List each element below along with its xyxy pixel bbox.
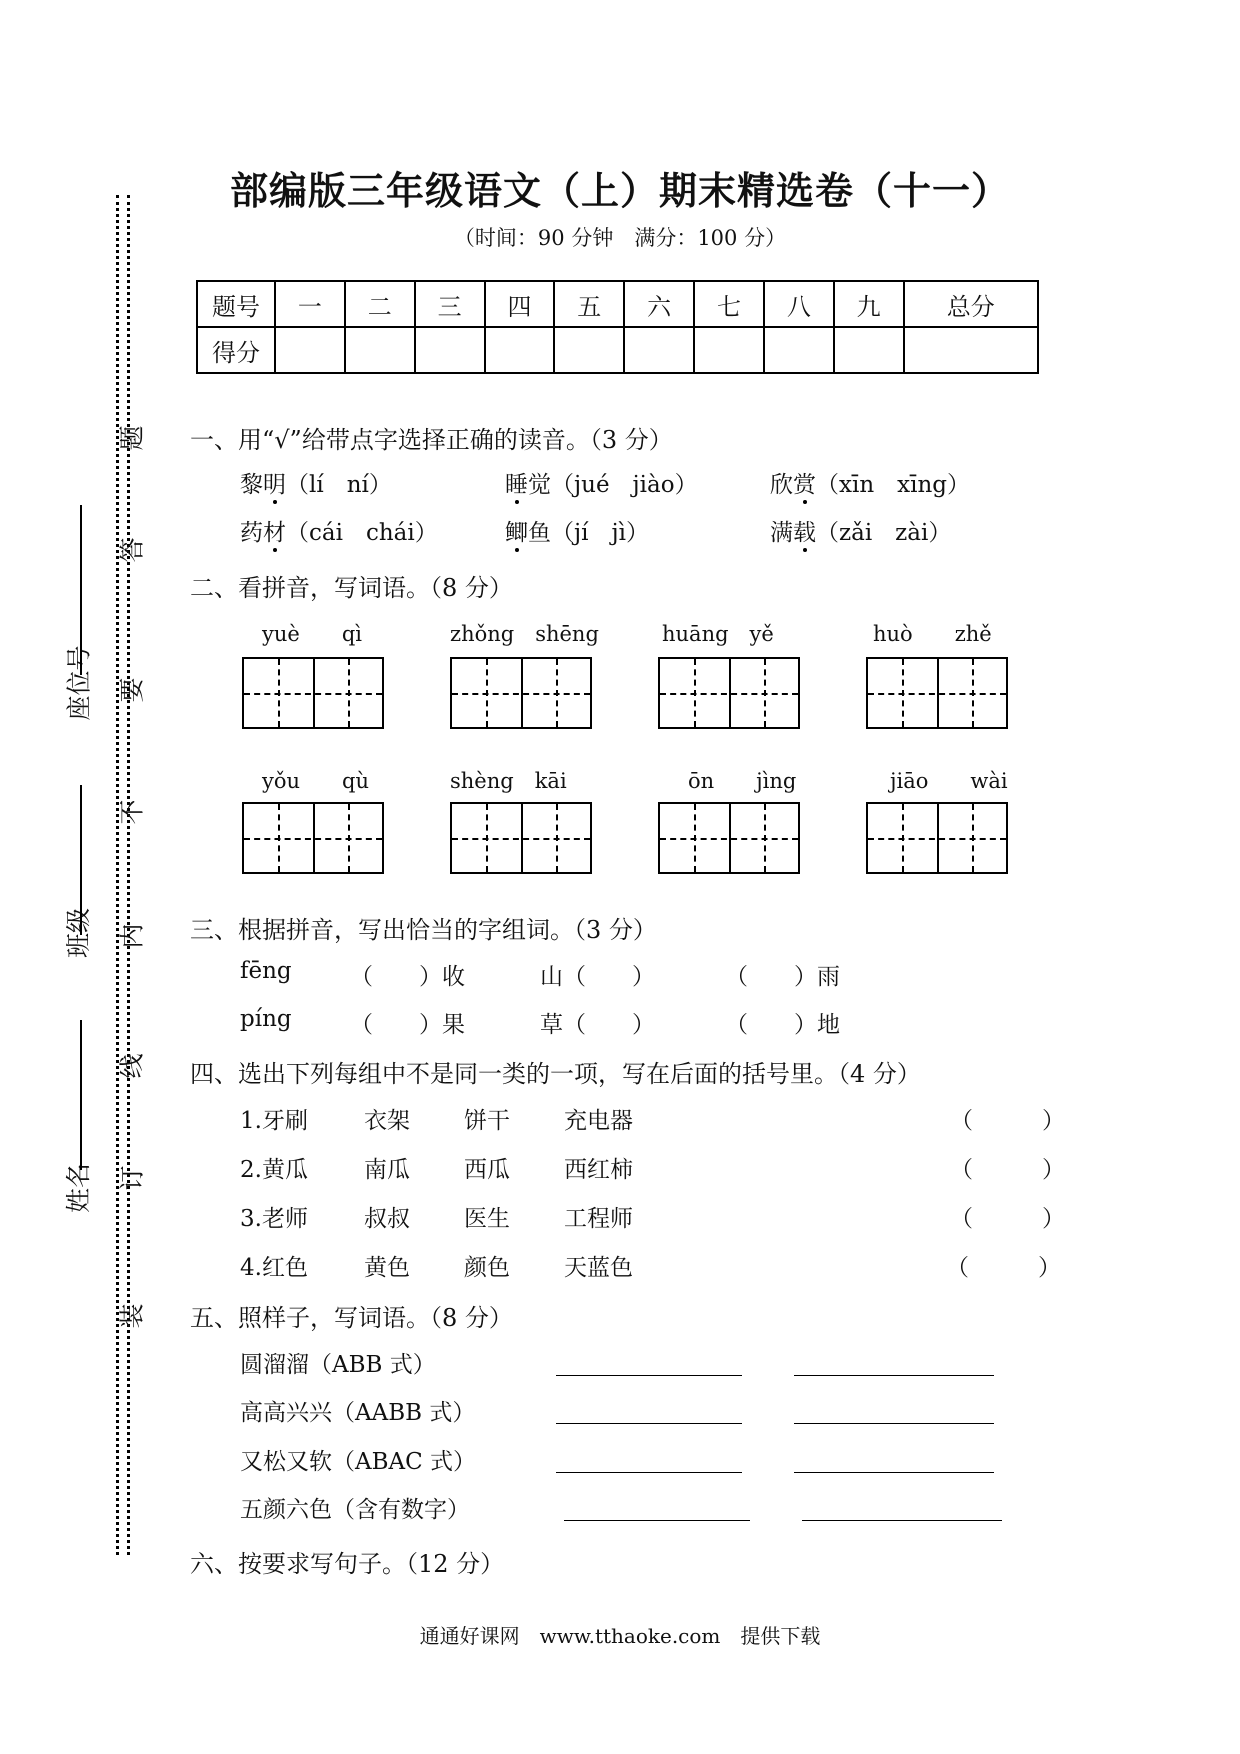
score-input-cell[interactable] <box>764 327 834 373</box>
footer-text: 通通好课网 www.tthaoke.com 提供下载 <box>419 1624 821 1648</box>
seal-char: 线 <box>117 1053 147 1079</box>
exam-title: 部编版三年级语文（上）期末精选卷（十一） <box>229 169 1010 213</box>
s3-blank: （ ）雨 <box>725 964 840 990</box>
s1-item: 黎明（lí ní） <box>240 472 392 498</box>
seal-char: 题 <box>117 425 147 451</box>
s3-pinyin: píng <box>240 1006 292 1032</box>
writing-grid[interactable] <box>866 802 1008 874</box>
table-cell: 题号 <box>197 281 275 327</box>
section-1-heading: 一、用“√”给带点字选择正确的读音。（3 分） <box>190 426 673 454</box>
s4-word: 西瓜 <box>464 1157 510 1183</box>
answer-blank[interactable] <box>802 1520 1002 1521</box>
score-input-cell[interactable] <box>834 327 904 373</box>
seal-char: 答 <box>117 537 147 563</box>
section-3-heading: 三、根据拼音，写出恰当的字组词。（3 分） <box>190 916 657 944</box>
s3-blank: （ ）果 <box>350 1012 465 1038</box>
s4-word: 医生 <box>464 1206 510 1232</box>
answer-blank[interactable] <box>556 1375 742 1376</box>
exam-subtitle: （时间：90 分钟 满分：100 分） <box>453 226 787 250</box>
pinyin-label: jiāo wài <box>890 769 1008 793</box>
writing-grid[interactable] <box>242 802 384 874</box>
answer-blank[interactable] <box>794 1423 994 1424</box>
s4-word: 2.黄瓜 <box>240 1157 308 1183</box>
answer-blank[interactable] <box>794 1375 994 1376</box>
pinyin-label: huò zhě <box>873 622 992 646</box>
answer-paren[interactable]: （ ） <box>950 1206 1065 1232</box>
score-input-cell[interactable] <box>415 327 485 373</box>
answer-blank[interactable] <box>794 1472 994 1473</box>
table-cell: 九 <box>834 281 904 327</box>
s4-word: 南瓜 <box>364 1157 410 1183</box>
score-input-cell[interactable] <box>345 327 415 373</box>
s1-item: 欣赏（xīn xīng） <box>770 472 971 498</box>
seal-char: 装 <box>117 1303 147 1329</box>
s4-word: 黄色 <box>364 1255 410 1281</box>
s3-blank: 山（ ） <box>540 964 655 990</box>
s3-blank: （ ）收 <box>350 964 465 990</box>
answer-blank[interactable] <box>564 1520 750 1521</box>
table-cell: 七 <box>694 281 764 327</box>
pinyin-label: zhǒng shēng <box>450 622 599 646</box>
s4-word: 衣架 <box>364 1108 410 1134</box>
table-cell: 得分 <box>197 327 275 373</box>
score-input-cell[interactable] <box>904 327 1038 373</box>
s4-word: 叔叔 <box>364 1206 410 1232</box>
class-label: 班级 <box>64 907 94 959</box>
score-input-cell[interactable] <box>554 327 624 373</box>
binding-dotted-line-outer <box>116 195 119 1555</box>
table-cell: 六 <box>624 281 694 327</box>
seal-char: 内 <box>117 923 147 949</box>
seat-number-line <box>80 505 82 675</box>
writing-grid[interactable] <box>450 802 592 874</box>
answer-blank[interactable] <box>556 1472 742 1473</box>
section-6-heading: 六、按要求写句子。（12 分） <box>190 1550 505 1578</box>
s4-word: 4.红色 <box>240 1255 308 1281</box>
s4-word: 西红柿 <box>564 1157 633 1183</box>
s4-word: 颜色 <box>464 1255 510 1281</box>
binding-dotted-line-inner <box>127 195 130 1555</box>
seal-char: 订 <box>117 1165 147 1191</box>
s4-word: 天蓝色 <box>564 1255 633 1281</box>
seat-number-label: 座位号 <box>64 645 94 721</box>
s3-blank: （ ）地 <box>725 1012 840 1038</box>
s3-blank: 草（ ） <box>540 1012 655 1038</box>
s4-word: 3.老师 <box>240 1206 308 1232</box>
table-cell: 八 <box>764 281 834 327</box>
answer-paren[interactable]: （ ） <box>946 1255 1061 1281</box>
seal-char: 不 <box>117 799 147 825</box>
pinyin-label: huāng yě <box>662 622 774 646</box>
score-input-cell[interactable] <box>694 327 764 373</box>
s1-item: 满载（zǎi zài） <box>770 520 952 546</box>
writing-grid[interactable] <box>658 657 800 729</box>
table-cell: 二 <box>345 281 415 327</box>
s1-item: 药材（cái chái） <box>240 520 438 546</box>
score-table <box>196 280 1039 374</box>
name-line <box>80 1020 82 1170</box>
s1-item: 鲫鱼（jí jì） <box>505 520 649 546</box>
s5-example: 又松又软（ABAC 式） <box>240 1449 477 1475</box>
pinyin-label: yuè qì <box>262 622 362 646</box>
seal-char: 要 <box>117 677 147 703</box>
table-cell: 一 <box>275 281 345 327</box>
writing-grid[interactable] <box>242 657 384 729</box>
section-2-heading: 二、看拼音，写词语。（8 分） <box>190 574 513 602</box>
answer-paren[interactable]: （ ） <box>950 1108 1065 1134</box>
score-table-score-row <box>197 327 1038 373</box>
class-line <box>80 785 82 935</box>
s4-word: 饼干 <box>464 1108 510 1134</box>
s4-word: 1.牙刷 <box>240 1108 308 1134</box>
s4-word: 充电器 <box>564 1108 633 1134</box>
pinyin-label: ōn jìng <box>688 769 797 793</box>
writing-grid[interactable] <box>658 802 800 874</box>
writing-grid[interactable] <box>450 657 592 729</box>
table-cell: 五 <box>554 281 624 327</box>
writing-grid[interactable] <box>866 657 1008 729</box>
s5-example: 圆溜溜（ABB 式） <box>240 1352 436 1378</box>
name-label: 姓名 <box>64 1162 94 1214</box>
s5-example: 高高兴兴（AABB 式） <box>240 1400 476 1426</box>
table-cell: 总分 <box>904 281 1038 327</box>
s3-pinyin: fēng <box>240 958 292 984</box>
section-4-heading: 四、选出下列每组中不是同一类的一项，写在后面的括号里。（4 分） <box>190 1060 921 1088</box>
s1-item: 睡觉（jué jiào） <box>505 472 698 498</box>
table-cell: 三 <box>415 281 485 327</box>
score-table-header-row <box>197 281 1038 327</box>
s4-word: 工程师 <box>564 1206 633 1232</box>
score-input-cell[interactable] <box>275 327 345 373</box>
pinyin-label: shèng kāi <box>450 769 567 793</box>
pinyin-label: yǒu qù <box>262 769 369 793</box>
answer-paren[interactable]: （ ） <box>950 1157 1065 1183</box>
table-cell: 四 <box>485 281 555 327</box>
answer-blank[interactable] <box>556 1423 742 1424</box>
s5-example: 五颜六色（含有数字） <box>240 1497 470 1523</box>
score-input-cell[interactable] <box>624 327 694 373</box>
section-5-heading: 五、照样子，写词语。（8 分） <box>190 1304 513 1332</box>
score-input-cell[interactable] <box>485 327 555 373</box>
